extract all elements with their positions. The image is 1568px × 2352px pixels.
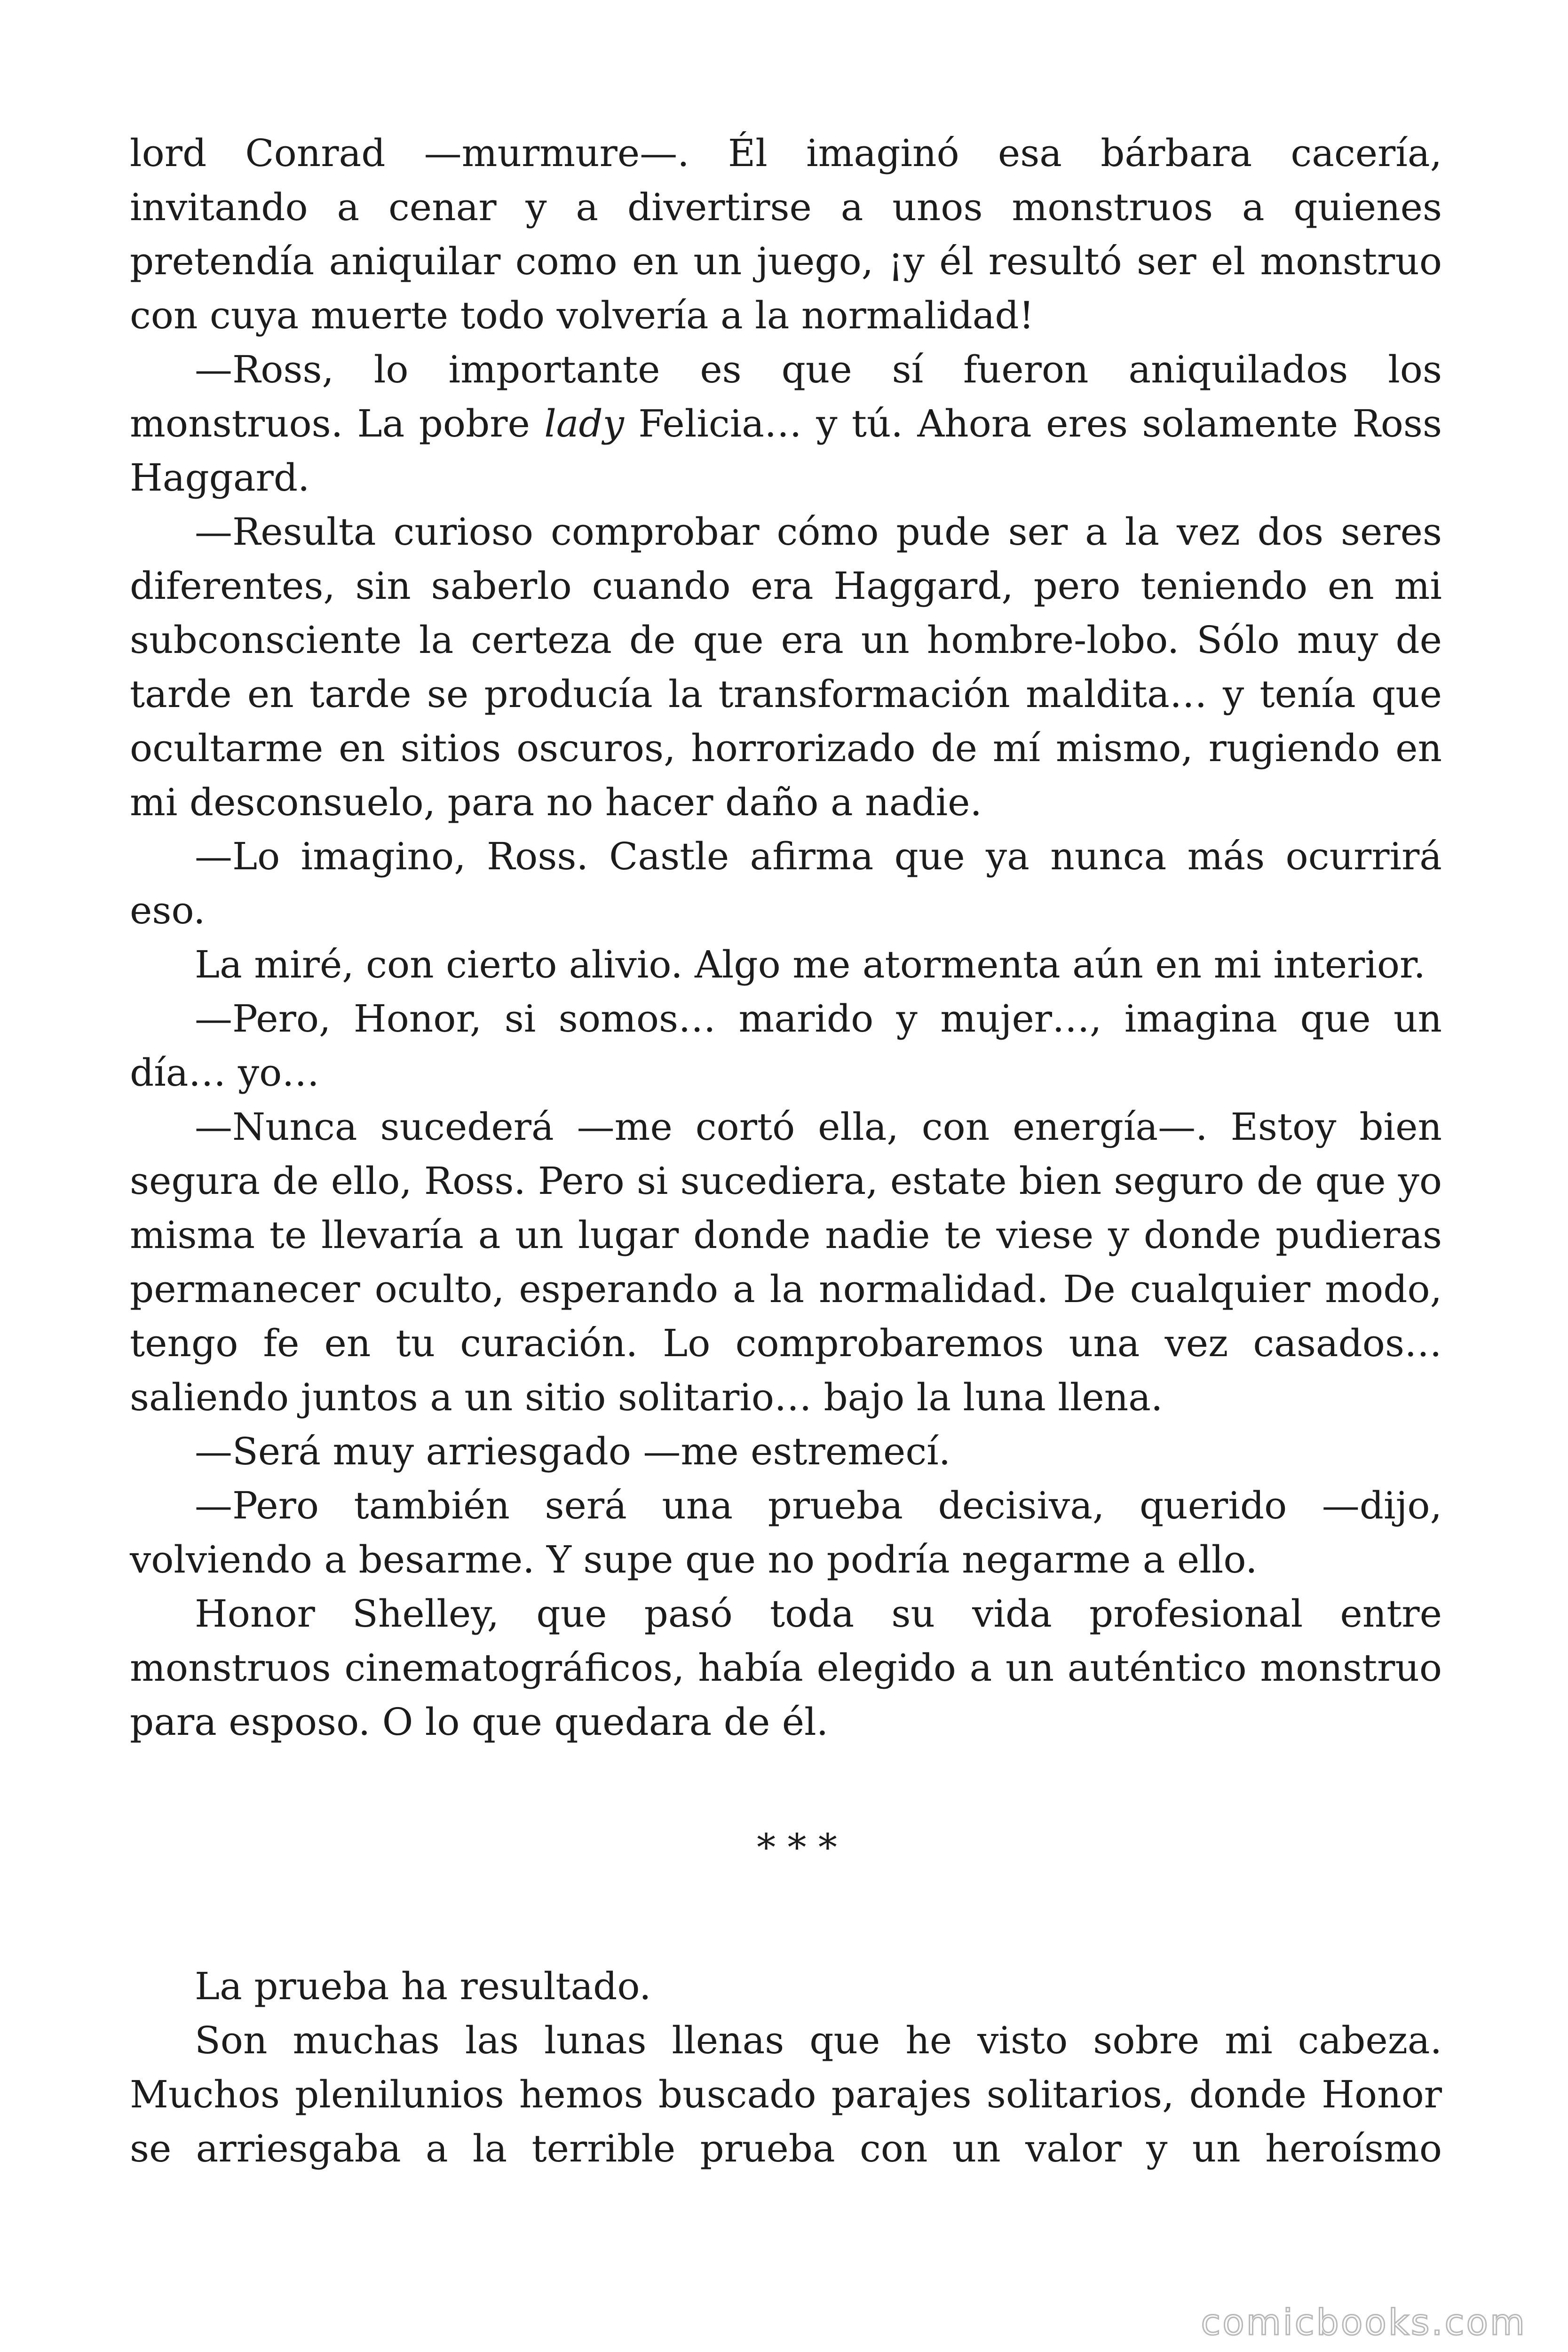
paragraph xyxy=(130,1424,1442,1478)
paragraph-text: —Pero, Honor, si somos… marido y mujer…, imagina que un día… yo… xyxy=(130,997,1442,1095)
paragraph xyxy=(130,1100,1442,1424)
paragraph-text: La prueba ha resultado. xyxy=(195,1964,651,2008)
paragraph xyxy=(130,1478,1442,1587)
paragraph xyxy=(130,2013,1442,2176)
paragraph-text: Felicia… y tú. Ahora eres solamente Ross Haggard. xyxy=(130,402,1442,500)
paragraph xyxy=(130,938,1442,992)
paragraph-text: —Ross, lo importante es que sí fueron aniquilados los monstruos. La pobre xyxy=(130,348,1442,445)
paragraph-text: —Resulta curioso comprobar cómo pude ser a la vez dos seres diferentes, sin saberlo cuando era Haggard, pero teniendo en mi subconsciente la certeza de que era un hombre-lobo. Sólo muy de tarde en tarde se producía la transformación maldita… y tenía que ocultarme en sitios oscuros, horrorizado de mí mismo, rugiendo en mi desconsuelo, para no hacer daño a nadie. xyxy=(130,510,1442,824)
paragraph-text: Honor Shelley, que pasó toda su vida profesional entre monstruos cinematográficos, había elegido a un auténtico monstruo para esposo. O lo que quedara de él. xyxy=(130,1592,1442,1744)
paragraph-text: —Pero también será una prueba decisiva, querido —dijo, volviendo a besarme. Y supe que no podría negarme a ello. xyxy=(130,1484,1442,1581)
paragraph xyxy=(130,505,1442,829)
paragraph-text: —Lo imagino, Ross. Castle afirma que ya nunca más ocurrirá eso. xyxy=(130,834,1442,932)
paragraph xyxy=(130,992,1442,1100)
paragraph xyxy=(130,1959,1442,2013)
paragraph-text: lord Conrad —murmure—. Él imaginó esa bárbara cacería, invitando a cenar y a divertirse a unos monstruos a quienes pretendía aniquilar como en un juego, ¡y él resultó ser el monstruo con cuya muerte todo volvería a la normalidad! xyxy=(130,131,1442,337)
paragraph-text: —Será muy arriesgado —me estremecí. xyxy=(195,1430,951,1473)
section-separator: * * * xyxy=(757,1826,837,1869)
paragraph xyxy=(130,342,1442,505)
paragraph xyxy=(130,829,1442,938)
paragraph xyxy=(130,1587,1442,1749)
italic-word: lady xyxy=(544,402,624,445)
paragraph-text: Son muchas las lunas llenas que he visto sobre mi cabeza. Muchos plenilunios hemos buscado parajes solitarios, donde Honor se arriesgaba a la terrible prueba con un valor y un heroísmo xyxy=(130,2018,1442,2170)
paragraph-text: La miré, con cierto alivio. Algo me atormenta aún en mi interior. xyxy=(195,943,1425,986)
watermark-logo: comicbooks.com xyxy=(1201,2301,1527,2343)
paragraph xyxy=(130,126,1442,342)
paragraph-text: —Nunca sucederá —me cortó ella, con energía—. Estoy bien segura de ello, Ross. Pero si sucediera, estate bien seguro de que yo misma te llevaría a un lugar donde nadie te viese y donde pudieras permanecer oculto, esperando a la normalidad. De cualquier modo, tengo fe en tu curación. Lo comprobaremos una vez casados… saliendo juntos a un sitio solitario… bajo la luna llena. xyxy=(130,1105,1442,1419)
text-block-bottom xyxy=(130,1959,1442,2176)
text-block-top xyxy=(130,126,1442,1749)
